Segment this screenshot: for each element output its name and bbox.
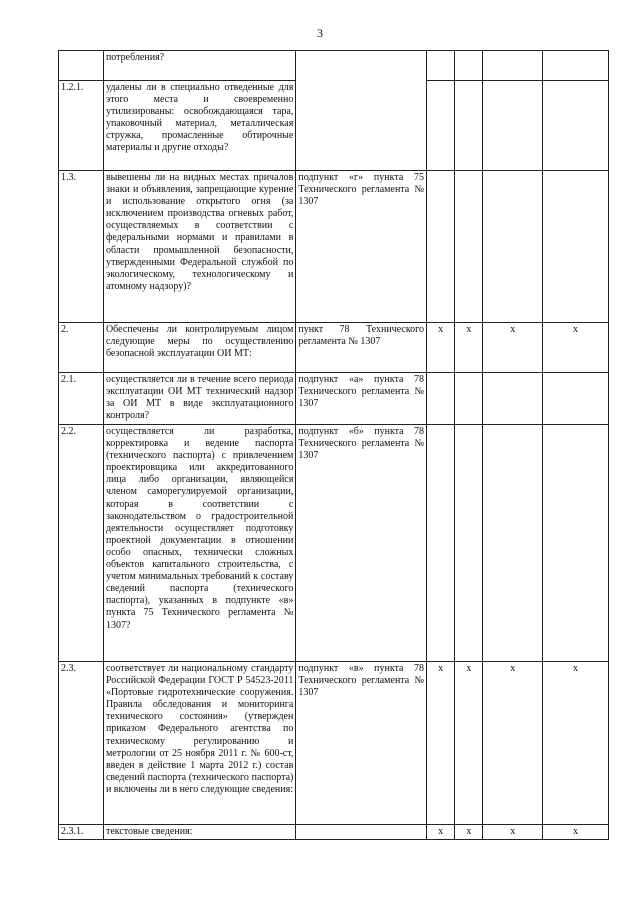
reference-cell: подпункт «г» пункта 75 Технического регламента № 1307 (296, 171, 427, 323)
answer-na-cell: x (483, 323, 543, 373)
answer-no-cell (455, 51, 483, 81)
item-number-cell: 2.2. (59, 425, 104, 662)
table-row (59, 662, 609, 825)
item-number-cell: 1.2.1. (59, 81, 104, 171)
item-number-cell: 1.3. (59, 171, 104, 323)
reference-cell: пункт 78 Технического регламента № 1307 (296, 323, 427, 373)
answer-yes-cell: x (427, 323, 455, 373)
requirement-cell: соответствует ли национальному стандарту Российской Федерации ГОСТ Р 54523-2011 «Портовые гидротехнические сооружения. Правила обследования и мониторинга технического состояния» (утвержден приказом Федерального агентства по техническому регулированию и метрологии от 25 ноября 2011 г. № 600-ст, введен в действие 1 марта 2012 г.) состав сведений паспорта (технического паспорта) и включены ли в него следующие сведения: (103, 662, 295, 825)
answer-na-cell (483, 373, 543, 425)
answer-note-cell (543, 171, 609, 323)
answer-no-cell (455, 373, 483, 425)
answer-note-cell (543, 373, 609, 425)
answer-no-cell: x (455, 323, 483, 373)
reference-cell: подпункт «в» пункта 78 Технического регламента № 1307 (296, 662, 427, 825)
answer-yes-cell (427, 51, 455, 81)
answer-yes-cell (427, 81, 455, 171)
item-number-cell: 2.3. (59, 662, 104, 825)
answer-note-cell (543, 425, 609, 662)
answer-no-cell (455, 81, 483, 171)
answer-no-cell (455, 425, 483, 662)
table-row (59, 51, 609, 81)
answer-note-cell (543, 51, 609, 81)
reference-cell: подпункт «б» пункта 78 Технического регламента № 1307 (296, 425, 427, 662)
answer-no-cell (455, 171, 483, 323)
requirement-cell: потребления? (103, 51, 295, 81)
answer-note-cell: x (543, 662, 609, 825)
table-row (59, 323, 609, 373)
table-row (59, 425, 609, 662)
answer-yes-cell (427, 425, 455, 662)
answer-yes-cell: x (427, 825, 455, 840)
answer-yes-cell (427, 171, 455, 323)
item-number-cell: 2. (59, 323, 104, 373)
answer-na-cell: x (483, 662, 543, 825)
table-row (59, 825, 609, 840)
reference-cell (296, 825, 427, 840)
requirement-cell: Обеспечены ли контролируемым лицом следующие меры по осуществлению безопасной эксплуатации ОИ МТ: (103, 323, 295, 373)
table-row (59, 373, 609, 425)
item-number-cell (59, 51, 104, 81)
requirement-cell: осуществляется ли в течение всего периода эксплуатации ОИ МТ технический надзор за ОИ МТ в виде эксплуатационного контроля? (103, 373, 295, 425)
answer-yes-cell: x (427, 662, 455, 825)
item-number-cell: 2.3.1. (59, 825, 104, 840)
answer-note-cell (543, 81, 609, 171)
answer-na-cell: x (483, 825, 543, 840)
item-number-cell: 2.1. (59, 373, 104, 425)
reference-cell (296, 51, 427, 171)
requirement-cell: вывешены ли на видных местах причалов знаки и объявления, запрещающие курение и использование открытого огня (за исключением производства огневых работ, осуществляемых в соответствии с федеральными нормами и правилами в области промышленной безопасности, утвержденными Федеральной службой по экологическому, технологическому и атомному надзору)? (103, 171, 295, 323)
answer-note-cell: x (543, 825, 609, 840)
answer-no-cell: x (455, 825, 483, 840)
answer-na-cell (483, 171, 543, 323)
answer-no-cell: x (455, 662, 483, 825)
page-number: 3 (317, 26, 323, 40)
table-row (59, 171, 609, 323)
requirement-cell: текстовые сведения: (103, 825, 295, 840)
reference-cell: подпункт «а» пункта 78 Технического регламента № 1307 (296, 373, 427, 425)
requirement-cell: удалены ли в специально отведенные для этого места и своевременно утилизированы: освобождающаяся тара, упаковочный материал, металлическая стружка, промасленные обтирочные материалы и другие отходы? (103, 81, 295, 171)
answer-yes-cell (427, 373, 455, 425)
answer-note-cell: x (543, 323, 609, 373)
checklist-table (58, 50, 609, 840)
answer-na-cell (483, 81, 543, 171)
answer-na-cell (483, 425, 543, 662)
answer-na-cell (483, 51, 543, 81)
requirement-cell: осуществляется ли разработка, корректировка и ведение паспорта (технического паспорта) с привлечением проектировщика или аккредитованного лица либо организации, являющейся членом саморегулируемой организации, которая в соответствии с законодательством о градостроительной деятельности осуществляет подготовку проектной документации в отношении особо опасных, технически сложных объектов капитального строительства, с учетом минимальных требований к составу сведений паспорта (технического паспорта), указанных в подпункте «в» пункта 75 Технического регламента № 1307? (103, 425, 295, 662)
